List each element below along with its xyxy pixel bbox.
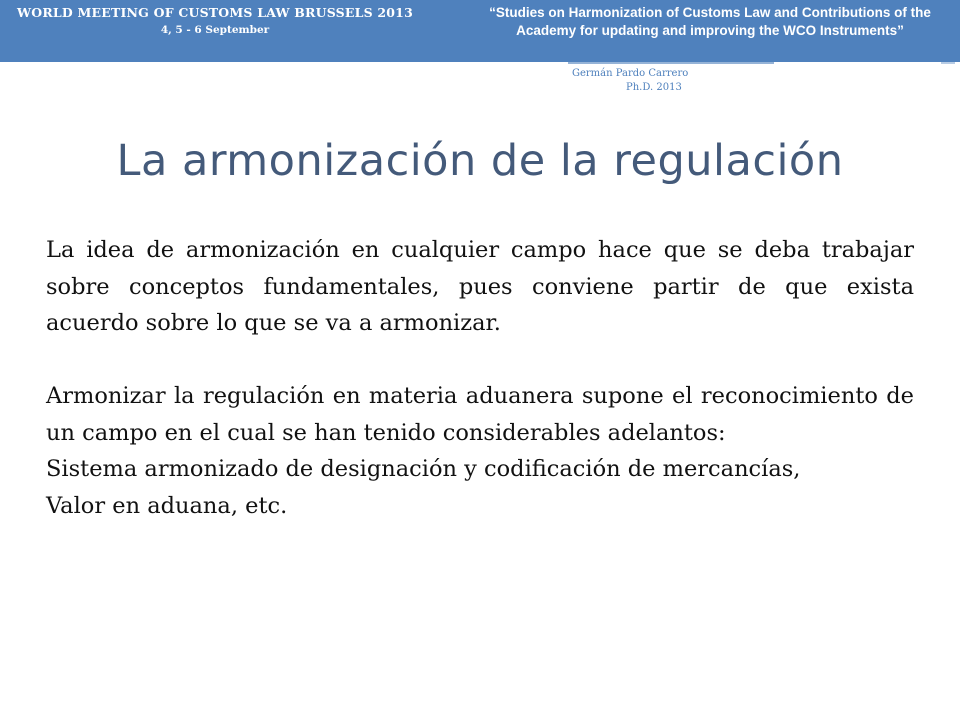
slide-title: La armonización de la regulación — [116, 136, 844, 186]
paragraph-customs-value: Valor en aduana, etc. — [46, 492, 288, 519]
paragraph-harmonization-idea: La idea de armonización en cualquier campo hace que se deba trabajar sobre conceptos fundamentales, pues conviene partir de que exista acuerdo sobre lo que se va a armonizar. — [46, 237, 914, 336]
author-name: Germán Pardo Carrero — [572, 68, 689, 79]
paragraph-customs-regulation: Armonizar la regulación en materia aduanera supone el reconocimiento de un campo en el cual se han tenido considerables adelantos: — [46, 383, 914, 446]
study-title: “Studies on Harmonization of Customs Law and Contributions of the Academy for updating and improving the WCO Instruments” — [489, 5, 931, 38]
paragraph-harmonized-system: Sistema armonizado de designación y codificación de mercancías, — [46, 456, 801, 482]
header-right-mark — [941, 62, 955, 64]
header-underline — [568, 62, 774, 64]
author-degree: Ph.D. 2013 — [626, 82, 682, 93]
meeting-dates: 4, 5 - 6 September — [160, 24, 270, 36]
paragraph-gap — [46, 342, 914, 379]
meeting-title: WORLD MEETING OF CUSTOMS LAW BRUSSELS 2013 — [17, 5, 413, 20]
slide-body — [46, 232, 914, 524]
header-bar — [0, 0, 960, 62]
